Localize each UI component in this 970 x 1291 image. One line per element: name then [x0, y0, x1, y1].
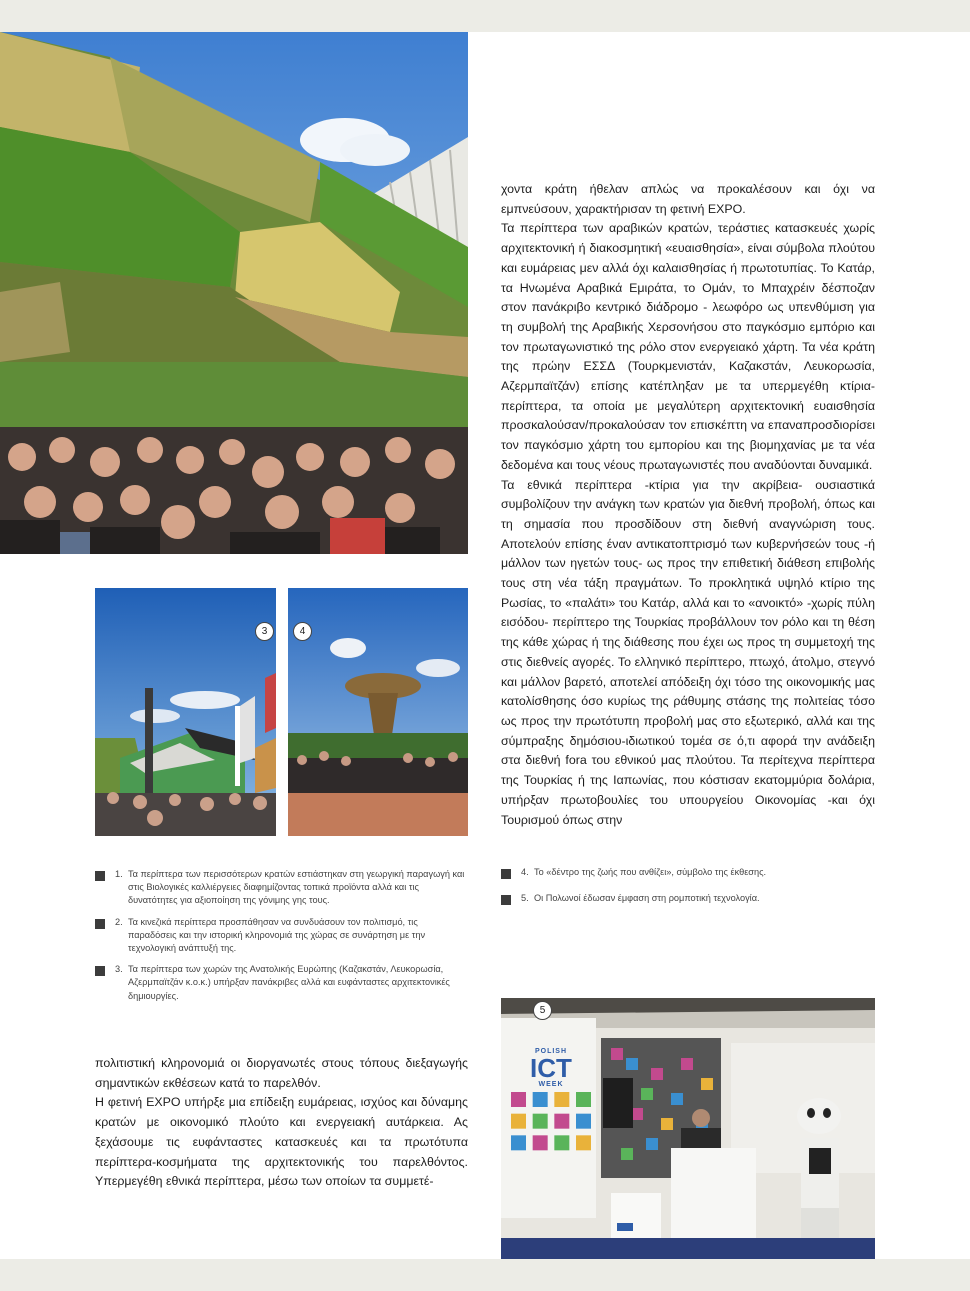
caption-text: Τα περίπτερα των χωρών της Ανατολικής Ευρώπης (Καζακστάν, Λευκορωσία, Αζερμπαϊτζάν κ.ο.κ.) υπήρξαν πανάκριβες αλλά και ευφάνταστες αρχιτεκτονικές δημιουργίες. — [128, 964, 450, 1001]
photo-badge-5: 5 — [533, 1001, 552, 1020]
right-paragraph-3: Τα εθνικά περίπτερα -κτίρια για την ακρίβεια- ουσιαστικά συμβολίζουν την ανάγκη των κρατών για διεθνή προβολή, όπως και τη σημασία που προσδίδουν στη διεθνή αναγνώριση τους. Αποτελούν επίσης έναν αντικατοπτρισμό των κυβερνήσεών τους -ή μάλλον των ηγετών τους- ως προς την επιθετική διάθεση επιβολής τους στη νέα τάξη πραγμάτων. Το προκλητικά υψηλό κτίριο της Ρωσίας, το «παλάτι» του Κατάρ, αλλά και το «ανοικτό» -χωρίς πύλη εισόδου- περίπτερο της Τουρκίας προβάλλουν τον ρόλο και τη θέση της κάθε χώρας ή της διάθεσης που έχει ως προς τη συμμετοχή της στις διεθνείς αγορές. Το ελληνικό περίπτερο, πτωχό, άτολμο, στεγνό και μάλλον βαρετό, αποτελεί απόδειξη όχι τόσο της οικονομικής μας κατολίσθησης όσο κυρίως της ράθυμης στάσης της πολιτείας τόσο ως προς την πρωτότυπη προβολή μας στο εξωτερικό, αλλά και της σύμπραξης δημόσιου-ιδιωτικού τομέα σε ό,τι αφορά την ανάδειξη στα διεθνή fora του εθνικού μας πλούτου. Τα περίτεχνα περίπτερα της Τουρκίας ή της Ιαπωνίας, που κόστισαν εκατομμύρια δολάρια, υπήρξαν πρωτοβουλίες του υπουργείου Οικονομίας -και όχι Τουρισμού όπως στην — [501, 477, 875, 827]
left-body-text — [95, 1054, 468, 1192]
caption-5 — [501, 892, 875, 905]
right-paragraph-1: χοντα κράτη ήθελαν απλώς να προκαλέσουν και όχι να εμπνεύσουν, χαρακτήρισαν τη φετινή EXPO. — [501, 182, 875, 216]
ict-sign-squares — [511, 1092, 591, 1152]
left-paragraph-1: πολιτιστική κληρονομιά οι διοργανωτές στους τόπους διεξαγωγής σημαντικών εκθέσεων κατά το παρελθόν. — [95, 1056, 468, 1090]
caption-number: 5. — [521, 893, 529, 904]
caption-text: Το «δέντρο της ζωής που ανθίζει», σύμβολο της έκθεσης. — [534, 867, 767, 877]
caption-number: 1. — [115, 869, 123, 879]
caption-4 — [501, 866, 875, 879]
caption-text: Τα περίπτερα των περισσότερων κρατών εστιάστηκαν στη γεωργική παραγωγή και στις Βιολογικές καλλιέργειες διαφημίζοντας τοπικά προϊόντα αλλά και τις δυνατότητες για αξιοποίηση της γόνιμης γης τους. — [128, 869, 465, 906]
caption-text: Οι Πολωνοί έδωσαν έμφαση στη ρομποτική τεχνολογία. — [534, 893, 760, 904]
photo-badge-4: 4 — [293, 622, 312, 641]
caption-bullet — [95, 966, 105, 976]
photo-east-europe-pavilions — [95, 588, 276, 836]
photo-polish-ict-stand — [501, 998, 875, 1259]
right-paragraph-2: Τα περίπτερα των αραβικών κρατών, τεράστιες κατασκευές χωρίς αρχιτεκτονική ή διακοσμητική «ευαισθησία», είναι σύμβολα πλούτου και ευμάρειας μεν αλλά όχι καλαισθησίας ή πρωτοτυπίας. Το Κατάρ, τα Ηνωμένα Αραβικά Εμιράτα, το Ομάν, το Μπαχρέιν δέσποζαν στον πανάκριβο κεντρικό διάδρομο - λεωφόρο ως υπενθύμιση για τη συμβολή της Αραβικής Χερσονήσου στο παγκόσμιο εμπόριο και τον πρωταγωνιστικό της ρόλο στον ενεργειακό χάρτη. Τα νέα κράτη της πρώην ΕΣΣΔ (Τουρκμενιστάν, Καζακστάν, Λευκορωσία, Αζερμπαϊτζάν) επίσης κατέπληξαν με τα υπερμεγέθη κτίρια-περίπτερα, τα οποία με μεγαλύτερη αρχιτεκτονική ευαισθησία προσκαλούσαν/προκαλούσαν τον επισκέπτη να επαναπροσδιορίσει τον παγκόσμιο χάρτη του εμπορίου και της βιομηχανίας με τα νέα δεδομένα και τους νέους πρωταγωνιστές που αναδύονται δυναμικά. — [501, 221, 875, 472]
caption-bullet — [95, 919, 105, 929]
left-paragraph-2: Η φετινή EXPO υπήρξε μια επίδειξη ευμάρειας, ισχύος και δύναμης κρατών με οικονομικό πλούτο και ενεργειακή αυτάρκεια. Ας ξεχάσουμε τις ευφάνταστες κατασκευές και τα πρωτότυπα περίπτερα-κοσμήματα της αρχιτεκτονικής του παρελθόντος. Υπερμεγέθη εθνικά περίπτερα, μέσω των οποίων τα συμμετέ- — [95, 1095, 468, 1189]
caption-number: 3. — [115, 964, 123, 975]
ict-sign — [511, 1048, 591, 1152]
caption-2 — [95, 916, 468, 956]
captions-left — [95, 868, 468, 1011]
caption-bullet — [501, 895, 511, 905]
right-body-text — [501, 180, 875, 830]
caption-bullet — [501, 869, 511, 879]
caption-number: 2. — [115, 916, 123, 927]
photo-tree-of-life — [288, 588, 468, 836]
photo-badge-3: 3 — [255, 622, 274, 641]
ict-sign-big-text: ICT — [530, 1053, 572, 1083]
bottom-margin-band — [0, 1259, 970, 1291]
caption-3 — [95, 963, 468, 1003]
caption-1 — [95, 868, 468, 908]
top-margin-band — [0, 0, 970, 32]
ict-sign-sub-text: WEEK — [538, 1081, 564, 1088]
caption-bullet — [95, 871, 105, 881]
photo-green-wall-crowd — [0, 32, 468, 554]
caption-text: Τα κινεζικά περίπτερα προσπάθησαν να συνδυάσουν τον πολιτισμό, τις παραδόσεις και την ιστορική κληρονομιά της χώρας σε συνάρτηση με την τεχνολογική ανάπτυξή της. — [128, 916, 426, 954]
caption-number: 4. — [521, 867, 529, 877]
captions-right — [501, 866, 875, 913]
ict-sign-small-text: POLISH — [534, 1048, 568, 1055]
